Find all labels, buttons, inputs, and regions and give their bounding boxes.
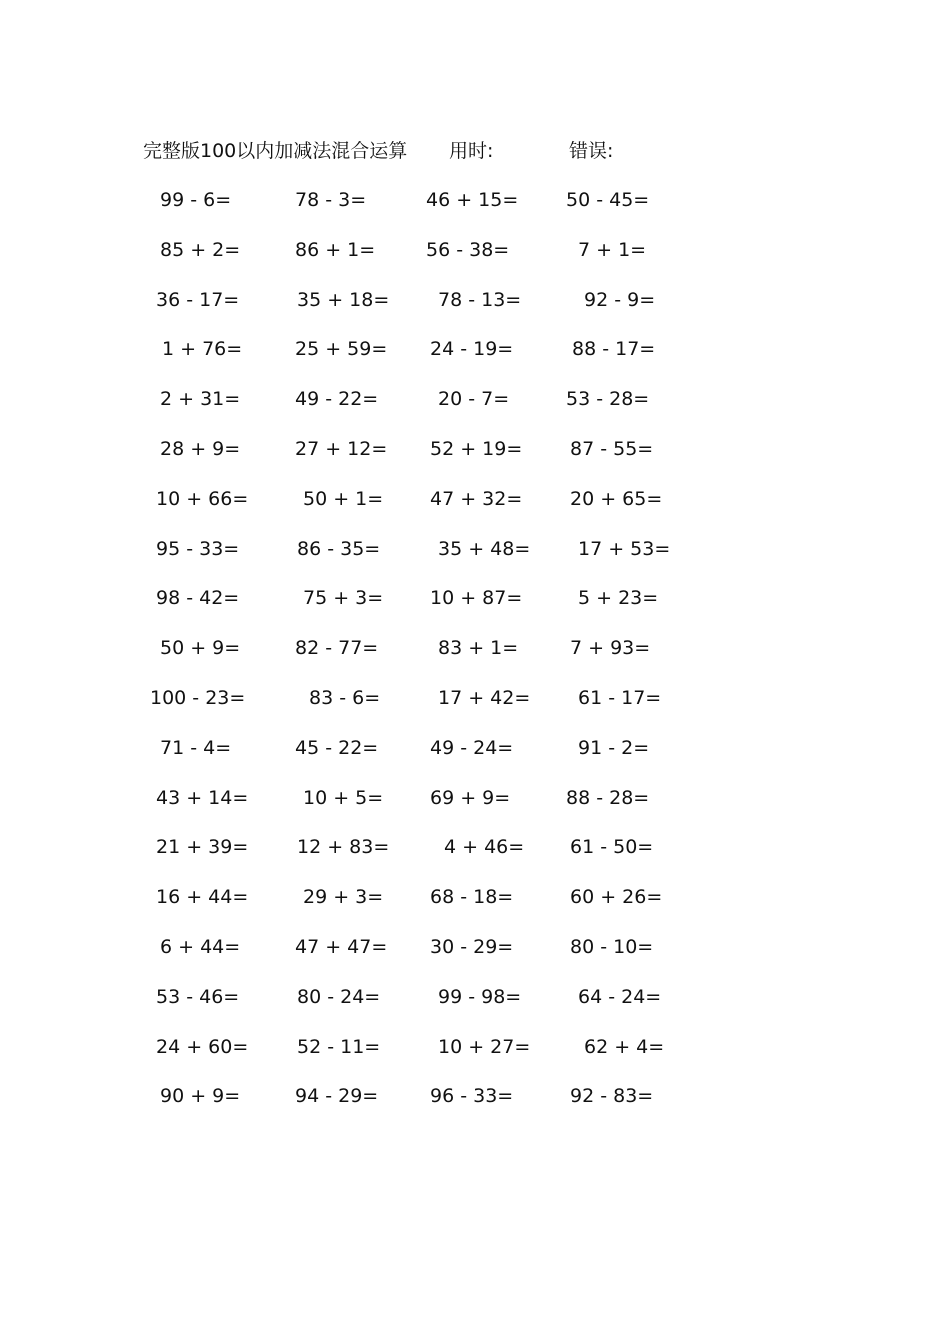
problem-r8-c2: 86 - 35=	[297, 538, 381, 560]
problem-r9-c4: 5 + 23=	[578, 587, 659, 609]
problem-r17-c4: 64 - 24=	[578, 986, 662, 1008]
problem-r14-c4: 61 - 50=	[570, 836, 654, 858]
problem-r19-c1: 90 + 9=	[160, 1085, 241, 1107]
problem-r12-c4: 91 - 2=	[578, 737, 650, 759]
problem-r2-c1: 85 + 2=	[160, 239, 241, 261]
problem-r9-c2: 75 + 3=	[303, 587, 384, 609]
problem-r8-c4: 17 + 53=	[578, 538, 671, 560]
problem-r5-c3: 20 - 7=	[438, 388, 510, 410]
problem-r17-c2: 80 - 24=	[297, 986, 381, 1008]
problem-r11-c3: 17 + 42=	[438, 687, 531, 709]
time-used-label: 用时:	[449, 140, 494, 162]
problem-r18-c3: 10 + 27=	[438, 1036, 531, 1058]
problem-r16-c3: 30 - 29=	[430, 936, 514, 958]
problem-r6-c1: 28 + 9=	[160, 438, 241, 460]
problem-r3-c3: 78 - 13=	[438, 289, 522, 311]
problem-r1-c3: 46 + 15=	[426, 189, 519, 211]
problem-r15-c4: 60 + 26=	[570, 886, 663, 908]
problem-r19-c4: 92 - 83=	[570, 1085, 654, 1107]
problem-r11-c2: 83 - 6=	[309, 687, 381, 709]
problem-r9-c3: 10 + 87=	[430, 587, 523, 609]
problem-r7-c4: 20 + 65=	[570, 488, 663, 510]
problem-r5-c2: 49 - 22=	[295, 388, 379, 410]
problem-r6-c4: 87 - 55=	[570, 438, 654, 460]
problem-r4-c3: 24 - 19=	[430, 338, 514, 360]
problem-r10-c3: 83 + 1=	[438, 637, 519, 659]
problem-r1-c4: 50 - 45=	[566, 189, 650, 211]
problem-r17-c1: 53 - 46=	[156, 986, 240, 1008]
problem-r4-c2: 25 + 59=	[295, 338, 388, 360]
problem-r4-c4: 88 - 17=	[572, 338, 656, 360]
worksheet-title: 完整版100以内加减法混合运算	[143, 140, 408, 162]
problem-r12-c1: 71 - 4=	[160, 737, 232, 759]
problem-r16-c1: 6 + 44=	[160, 936, 241, 958]
problem-r19-c3: 96 - 33=	[430, 1085, 514, 1107]
problem-r11-c1: 100 - 23=	[150, 687, 246, 709]
problem-r5-c4: 53 - 28=	[566, 388, 650, 410]
problem-r15-c2: 29 + 3=	[303, 886, 384, 908]
problem-r1-c1: 99 - 6=	[160, 189, 232, 211]
problem-r13-c4: 88 - 28=	[566, 787, 650, 809]
problem-r15-c1: 16 + 44=	[156, 886, 249, 908]
problem-r6-c3: 52 + 19=	[430, 438, 523, 460]
problem-r14-c1: 21 + 39=	[156, 836, 249, 858]
problem-r14-c3: 4 + 46=	[444, 836, 525, 858]
problem-r8-c1: 95 - 33=	[156, 538, 240, 560]
problem-r4-c1: 1 + 76=	[162, 338, 243, 360]
problem-r5-c1: 2 + 31=	[160, 388, 241, 410]
problem-r2-c4: 7 + 1=	[578, 239, 647, 261]
errors-label: 错误:	[569, 140, 614, 162]
problem-r13-c2: 10 + 5=	[303, 787, 384, 809]
problem-r3-c1: 36 - 17=	[156, 289, 240, 311]
problem-r19-c2: 94 - 29=	[295, 1085, 379, 1107]
problem-r10-c1: 50 + 9=	[160, 637, 241, 659]
problem-r17-c3: 99 - 98=	[438, 986, 522, 1008]
problem-r7-c1: 10 + 66=	[156, 488, 249, 510]
problem-r12-c3: 49 - 24=	[430, 737, 514, 759]
problem-r3-c2: 35 + 18=	[297, 289, 390, 311]
problem-r1-c2: 78 - 3=	[295, 189, 367, 211]
problem-r18-c1: 24 + 60=	[156, 1036, 249, 1058]
problem-r14-c2: 12 + 83=	[297, 836, 390, 858]
problem-r11-c4: 61 - 17=	[578, 687, 662, 709]
problem-r8-c3: 35 + 48=	[438, 538, 531, 560]
problem-r15-c3: 68 - 18=	[430, 886, 514, 908]
problem-r16-c2: 47 + 47=	[295, 936, 388, 958]
problem-r7-c3: 47 + 32=	[430, 488, 523, 510]
problem-r3-c4: 92 - 9=	[584, 289, 656, 311]
problem-r12-c2: 45 - 22=	[295, 737, 379, 759]
problem-r2-c2: 86 + 1=	[295, 239, 376, 261]
problem-r16-c4: 80 - 10=	[570, 936, 654, 958]
problem-r18-c2: 52 - 11=	[297, 1036, 381, 1058]
problem-r18-c4: 62 + 4=	[584, 1036, 665, 1058]
problem-r6-c2: 27 + 12=	[295, 438, 388, 460]
problem-r13-c1: 43 + 14=	[156, 787, 249, 809]
problem-r7-c2: 50 + 1=	[303, 488, 384, 510]
problem-r9-c1: 98 - 42=	[156, 587, 240, 609]
problem-r13-c3: 69 + 9=	[430, 787, 511, 809]
problem-r10-c2: 82 - 77=	[295, 637, 379, 659]
problem-r2-c3: 56 - 38=	[426, 239, 510, 261]
problem-r10-c4: 7 + 93=	[570, 637, 651, 659]
